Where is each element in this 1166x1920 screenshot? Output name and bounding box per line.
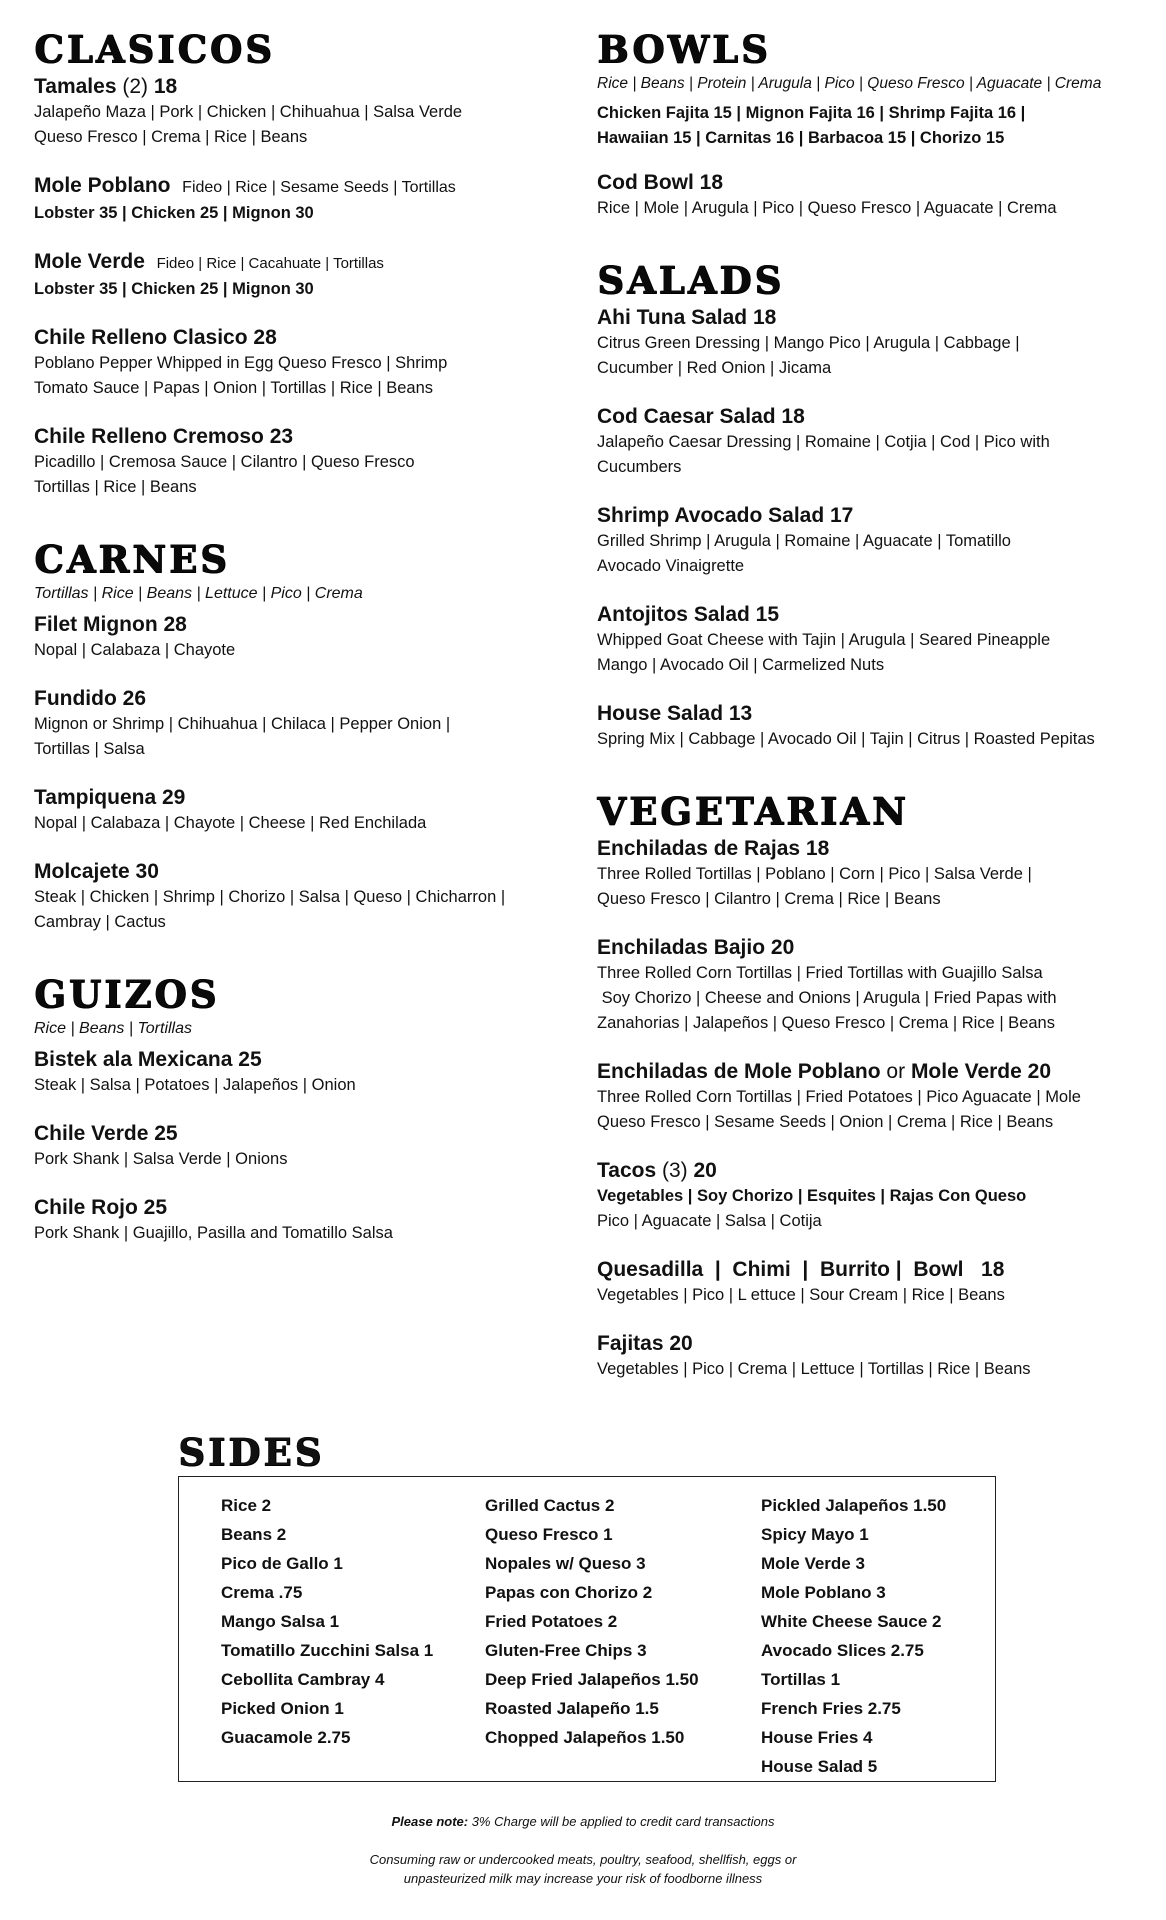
sides-column-3	[761, 1491, 946, 1781]
item-description: Zanahorias | Jalapeños | Queso Fresco | Crema | Rice | Beans	[597, 1013, 1055, 1032]
item-name: Quesadilla | Chimi | Burrito | Bowl 18	[597, 1257, 1005, 1281]
item-prices: Lobster 35 | Chicken 25 | Mignon 30	[34, 279, 314, 298]
side-item: Queso Fresco 1	[485, 1525, 613, 1544]
menu-item-quesadilla	[597, 1256, 1157, 1308]
item-description: Spring Mix | Cabbage | Avocado Oil | Tajin | Citrus | Roasted Pepitas	[597, 729, 1095, 748]
item-name: Fundido 26	[34, 686, 146, 710]
item-name: Cod Caesar Salad 18	[597, 404, 805, 428]
item-description: Vegetables | Pico | L ettuce | Sour Cream | Rice | Beans	[597, 1285, 1005, 1304]
guizos-title: GUIZOS	[34, 971, 220, 1016]
side-item: Crema .75	[221, 1583, 303, 1602]
item-inline-description: Fideo | Rice | Sesame Seeds | Tortillas	[182, 178, 456, 196]
side-item: Cebollita Cambray 4	[221, 1670, 385, 1689]
side-item: Grilled Cactus 2	[485, 1496, 615, 1515]
menu-item-chile-rojo	[34, 1194, 574, 1246]
menu-item-filet-mignon	[34, 611, 574, 663]
item-description: Jalapeño Caesar Dressing | Romaine | Cotjia | Cod | Pico with	[597, 432, 1050, 451]
menu-item-house-salad	[597, 700, 1157, 752]
left-column	[34, 27, 574, 1286]
menu-item-chile-relleno-clasico	[34, 324, 574, 401]
side-item: Mango Salsa 1	[221, 1612, 340, 1631]
item-name: Chile Relleno Cremoso 23	[34, 424, 294, 448]
item-description: Whipped Goat Cheese with Tajin | Arugula | Seared Pineapple	[597, 630, 1051, 649]
side-item: Fried Potatoes 2	[485, 1612, 618, 1631]
item-description: Tortillas | Rice | Beans	[34, 477, 197, 496]
item-name: Tampiquena 29	[34, 785, 186, 809]
menu-item-cod-bowl	[597, 169, 1157, 221]
item-description: Citrus Green Dressing | Mango Pico | Arugula | Cabbage |	[597, 333, 1020, 352]
guizos-subhead: Rice | Beans | Tortillas	[34, 1019, 193, 1037]
side-item: Gluten-Free Chips 3	[485, 1641, 647, 1660]
item-name: Antojitos Salad 15	[597, 602, 780, 626]
salads-section	[597, 257, 1157, 752]
item-description: Pico | Aguacate | Salsa | Cotija	[597, 1211, 822, 1230]
item-description: Nopal | Calabaza | Chayote	[34, 640, 236, 659]
clasicos-section	[34, 27, 574, 500]
item-name: Tamales (2) 18	[34, 74, 178, 98]
side-item: Avocado Slices 2.75	[761, 1641, 924, 1660]
side-item: Guacamole 2.75	[221, 1728, 351, 1747]
food-safety-warning: Consuming raw or undercooked meats, poultry, seafood, shellfish, eggs or	[369, 1852, 797, 1867]
menu-item-chile-relleno-cremoso	[34, 423, 574, 500]
item-description: Steak | Chicken | Shrimp | Chorizo | Salsa | Queso | Chicharron |	[34, 887, 506, 906]
menu-item-bistek	[34, 1046, 574, 1098]
menu-item-enchiladas-mole	[597, 1058, 1157, 1135]
item-description: Steak | Salsa | Potatoes | Jalapeños | Onion	[34, 1075, 356, 1094]
item-description: Mango | Avocado Oil | Carmelized Nuts	[597, 655, 885, 674]
item-description: Mignon or Shrimp | Chihuahua | Chilaca | Pepper Onion |	[34, 714, 451, 733]
bowls-prices: Hawaiian 15 | Carnitas 16 | Barbacoa 15 | Chorizo 15	[597, 128, 1005, 147]
item-name: Chile Verde 25	[34, 1121, 178, 1145]
menu-item-mole-poblano	[34, 172, 574, 226]
side-item: House Fries 4	[761, 1728, 873, 1747]
menu-item-molcajete	[34, 858, 574, 935]
menu-item-tamales	[34, 73, 574, 150]
carnes-title: CARNES	[34, 536, 230, 581]
menu-item-tacos	[597, 1157, 1157, 1234]
item-name: Cod Bowl 18	[597, 170, 724, 194]
menu-item-cod-caesar-salad	[597, 403, 1157, 480]
item-name: Bistek ala Mexicana 25	[34, 1047, 262, 1071]
item-name: Fajitas 20	[597, 1331, 693, 1355]
item-name: Enchiladas Bajio 20	[597, 935, 795, 959]
side-item: Roasted Jalapeño 1.5	[485, 1699, 659, 1718]
item-description: Cucumbers	[597, 457, 682, 476]
item-description: Three Rolled Tortillas | Poblano | Corn | Pico | Salsa Verde |	[597, 864, 1032, 883]
item-name: Chile Relleno Clasico 28	[34, 325, 277, 349]
clasicos-title: CLASICOS	[34, 27, 275, 71]
item-name: Enchiladas de Rajas 18	[597, 836, 830, 860]
menu-item-fundido	[34, 685, 574, 762]
side-item: White Cheese Sauce 2	[761, 1612, 942, 1631]
item-inline-description: Fideo | Rice | Cacahuate | Tortillas	[156, 254, 384, 272]
item-name: Enchiladas de Mole Poblano or Mole Verde 20	[597, 1059, 1052, 1083]
food-safety-warning: unpasteurized milk may increase your risk of foodborne illness	[403, 1871, 763, 1886]
side-item: Beans 2	[221, 1525, 287, 1544]
item-description: Three Rolled Corn Tortillas | Fried Tortillas with Guajillo Salsa	[597, 963, 1043, 982]
side-item: Chopped Jalapeños 1.50	[485, 1728, 685, 1747]
item-description: Poblano Pepper Whipped in Egg Queso Fresco | Shrimp	[34, 353, 448, 372]
item-description: Cucumber | Red Onion | Jicama	[597, 358, 832, 377]
side-item: Mole Verde 3	[761, 1554, 865, 1573]
item-name: Molcajete 30	[34, 859, 159, 883]
bowls-title: BOWLS	[597, 27, 771, 71]
item-description: Queso Fresco | Sesame Seeds | Onion | Crema | Rice | Beans	[597, 1112, 1054, 1131]
item-description: Nopal | Calabaza | Chayote | Cheese | Red Enchilada	[34, 813, 427, 832]
sides-column-1	[221, 1491, 433, 1752]
side-item: Tortillas 1	[761, 1670, 841, 1689]
side-item: French Fries 2.75	[761, 1699, 901, 1718]
item-description: Queso Fresco | Crema | Rice | Beans	[34, 127, 308, 146]
side-item: Rice 2	[221, 1496, 272, 1515]
item-description: Grilled Shrimp | Arugula | Romaine | Aguacate | Tomatillo	[597, 531, 1011, 550]
right-column	[597, 27, 1157, 1422]
side-item: House Salad 5	[761, 1757, 878, 1776]
side-item: Mole Poblano 3	[761, 1583, 886, 1602]
item-name: Tacos (3) 20	[597, 1158, 717, 1182]
item-name: Ahi Tuna Salad 18	[597, 305, 777, 329]
menu-item-fajitas	[597, 1330, 1157, 1382]
credit-card-note: Please note: 3% Charge will be applied to credit card transactions	[391, 1814, 775, 1829]
item-description: Pork Shank | Guajillo, Pasilla and Tomatillo Salsa	[34, 1223, 393, 1242]
item-description: Queso Fresco | Cilantro | Crema | Rice | Beans	[597, 889, 941, 908]
carnes-subhead: Tortillas | Rice | Beans | Lettuce | Pico | Crema	[34, 584, 363, 602]
sides-column-2	[485, 1491, 699, 1752]
side-item: Spicy Mayo 1	[761, 1525, 869, 1544]
carnes-section	[34, 536, 574, 935]
sides-box	[178, 1476, 996, 1782]
side-item: Picked Onion 1	[221, 1699, 344, 1718]
side-item: Papas con Chorizo 2	[485, 1583, 653, 1602]
item-description: Pork Shank | Salsa Verde | Onions	[34, 1149, 288, 1168]
item-name: Chile Rojo 25	[34, 1195, 168, 1219]
bowls-section	[597, 27, 1157, 221]
menu-item-chile-verde	[34, 1120, 574, 1172]
bowls-prices: Chicken Fajita 15 | Mignon Fajita 16 | Shrimp Fajita 16 |	[597, 103, 1026, 122]
side-item: Tomatillo Zucchini Salsa 1	[221, 1641, 434, 1660]
item-description: Vegetables | Pico | Crema | Lettuce | Tortillas | Rice | Beans	[597, 1359, 1031, 1378]
item-description: Soy Chorizo | Cheese and Onions | Arugula | Fried Papas with	[597, 988, 1057, 1007]
item-name: Filet Mignon 28	[34, 612, 187, 636]
item-prices: Lobster 35 | Chicken 25 | Mignon 30	[34, 203, 314, 222]
item-name: House Salad 13	[597, 701, 753, 725]
menu-item-enchiladas-bajio	[597, 934, 1157, 1036]
item-options: Vegetables | Soy Chorizo | Esquites | Rajas Con Queso	[597, 1186, 1027, 1205]
item-description: Tomato Sauce | Papas | Onion | Tortillas | Rice | Beans	[34, 378, 433, 397]
item-name: Mole Poblano Fideo | Rice | Sesame Seeds | Tortillas	[34, 173, 456, 197]
vegetarian-section	[597, 788, 1157, 1382]
side-item: Nopales w/ Queso 3	[485, 1554, 646, 1573]
item-description: Avocado Vinaigrette	[597, 556, 745, 575]
guizos-section	[34, 971, 574, 1246]
item-description: Picadillo | Cremosa Sauce | Cilantro | Queso Fresco	[34, 452, 415, 471]
item-name: Mole Verde Fideo | Rice | Cacahuate | Tortillas	[34, 249, 384, 273]
item-name: Shrimp Avocado Salad 17	[597, 503, 854, 527]
menu-item-mole-verde	[34, 248, 574, 302]
side-item: Pickled Jalapeños 1.50	[761, 1496, 947, 1515]
bowls-subhead: Rice | Beans | Protein | Arugula | Pico | Queso Fresco | Aguacate | Crema	[597, 74, 1102, 92]
sides-title: SIDES	[178, 1430, 325, 1474]
item-description: Jalapeño Maza | Pork | Chicken | Chihuahua | Salsa Verde	[34, 102, 463, 121]
item-description: Three Rolled Corn Tortillas | Fried Potatoes | Pico Aguacate | Mole	[597, 1087, 1081, 1106]
menu-item-ahi-tuna-salad	[597, 304, 1157, 381]
menu-item-tampiquena	[34, 784, 574, 836]
item-description: Tortillas | Salsa	[34, 739, 145, 758]
salads-title: SALADS	[597, 257, 784, 302]
item-description: Cambray | Cactus	[34, 912, 166, 931]
side-item: Pico de Gallo 1	[221, 1554, 343, 1573]
vegetarian-title: VEGETARIAN	[597, 788, 909, 833]
menu-item-enchiladas-rajas	[597, 835, 1157, 912]
menu-item-antojitos-salad	[597, 601, 1157, 678]
item-description: Rice | Mole | Arugula | Pico | Queso Fresco | Aguacate | Crema	[597, 198, 1057, 217]
menu-item-shrimp-avocado-salad	[597, 502, 1157, 579]
side-item: Deep Fried Jalapeños 1.50	[485, 1670, 699, 1689]
